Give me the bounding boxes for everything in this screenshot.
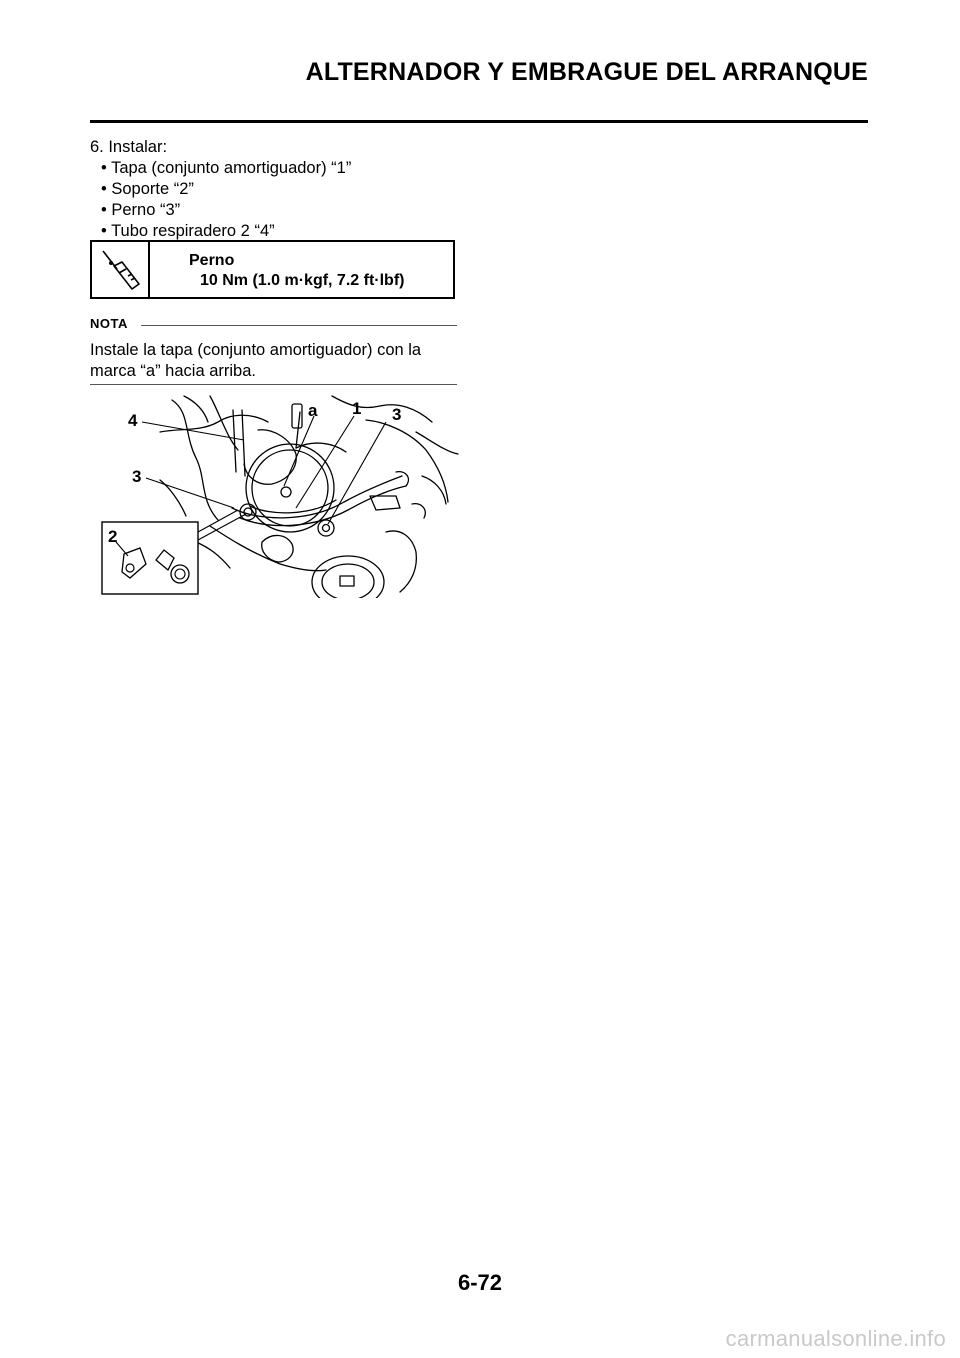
callout-2: 2 (108, 527, 118, 546)
callout-1: 1 (352, 399, 362, 418)
step-heading: 6. Instalar: (90, 138, 168, 156)
page-number: 6-72 (457, 1270, 503, 1295)
nota-line-1: Instale la tapa (conjunto amortiguador) con la (90, 341, 422, 359)
header-rule (90, 120, 868, 123)
step-item-3: • Perno “3” (101, 201, 181, 219)
callout-4: 4 (128, 411, 138, 430)
callout-3-left: 3 (132, 467, 142, 486)
step-item-4: • Tubo respiradero 2 “4” (101, 222, 275, 240)
torque-spec-box (90, 240, 455, 299)
step-item-1: • Tapa (conjunto amortiguador) “1” (101, 159, 352, 177)
spec-label: Perno (189, 252, 235, 269)
nota-end-rule (90, 384, 457, 385)
nota-label: NOTA (90, 316, 128, 331)
callout-a: a (308, 401, 318, 420)
spec-value: 10 Nm (1.0 m·kgf, 7.2 ft·lbf) (200, 272, 405, 289)
engine-cover-drawing (100, 392, 460, 598)
torque-wrench-icon (92, 242, 148, 298)
step-item-2: • Soporte “2” (101, 180, 194, 198)
callout-3-top: 3 (392, 405, 402, 424)
engine-illustration (100, 392, 460, 598)
spec-icon-cell (92, 242, 150, 297)
nota-line-2: marca “a” hacia arriba. (90, 362, 256, 380)
nota-rule (141, 325, 457, 326)
watermark: carmanualsonline.info (725, 1326, 946, 1351)
page-header-title: ALTERNADOR Y EMBRAGUE DEL ARRANQUE (305, 58, 868, 86)
